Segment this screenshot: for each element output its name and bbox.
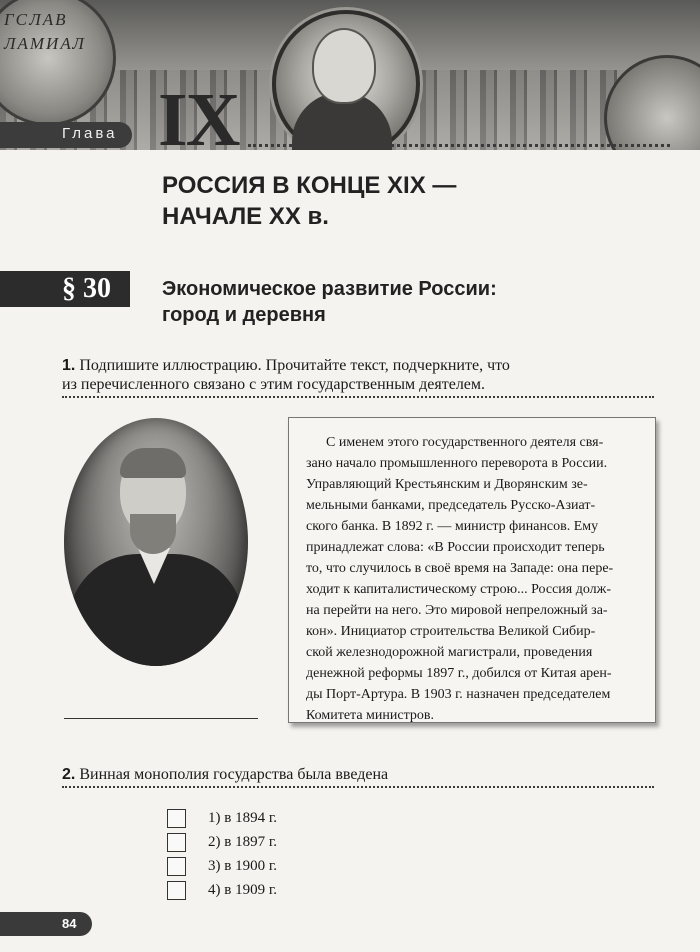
task-1-line: из перечисленного связано с этим государственным деятелем. — [62, 376, 486, 393]
task-2-divider — [62, 786, 654, 788]
coin-inscription-line: ЛАМИАЛ — [4, 34, 86, 53]
option-label: 2) в 1897 г. — [208, 833, 278, 850]
task-2-option — [167, 854, 277, 878]
biography-line: принадлежат слова: «В России происходит теперь — [306, 540, 605, 555]
coin-inscription — [4, 8, 86, 56]
paragraph-title-line: город и деревня — [162, 304, 326, 326]
biography-line: ды Порт-Артура. В 1903 г. назначен председателем — [306, 687, 611, 702]
option-label: 1) в 1894 г. — [208, 809, 278, 826]
option-label: 3) в 1900 г. — [208, 857, 278, 874]
paragraph-number: § 30 — [62, 273, 111, 304]
biography-line: Комитета министров. — [306, 708, 435, 723]
biography-line: денежной реформы 1897 г., добился от Китая арен- — [306, 666, 612, 681]
chapter-title-line: НАЧАЛЕ XX в. — [162, 203, 329, 230]
task-1-number: 1. — [62, 357, 76, 374]
portrait-hair — [120, 448, 186, 478]
task-2-question: Винная монополия государства была введена — [79, 766, 389, 783]
task-2-option — [167, 878, 277, 902]
biography-line: Управляющий Крестьянским и Дворянским зе- — [306, 477, 588, 492]
task-1-prompt — [62, 356, 662, 394]
task-2-number: 2. — [62, 766, 76, 783]
biography-line: на перейти на него. Это мировой непреложный за- — [306, 603, 608, 618]
biography-line: кон». Инициатор строительства Великой Сибир- — [306, 624, 596, 639]
chapter-label: Глава — [62, 125, 118, 142]
task-1-text: Подпишите иллюстрацию. Прочитайте текст, подчеркните, что — [79, 357, 510, 374]
task-2-option — [167, 830, 277, 854]
biography-line: зано начало промышленного переворота в России. — [306, 456, 608, 471]
paragraph-title — [162, 276, 582, 328]
chapter-divider — [248, 144, 670, 147]
task-2-prompt — [62, 765, 662, 784]
page-number: 84 — [62, 916, 77, 931]
task-2-option — [167, 806, 277, 830]
page-number-badge — [0, 912, 92, 936]
coin-inscription-line: ГСЛАВ — [4, 10, 68, 29]
answer-checkbox[interactable] — [167, 833, 186, 852]
chapter-title — [162, 170, 582, 232]
answer-checkbox[interactable] — [167, 809, 186, 828]
biography-line: ской железнодорожной магистрали, проведения — [306, 645, 593, 660]
biography-line: С именем этого государственного деятеля свя- — [326, 435, 604, 450]
chapter-title-line: РОССИЯ В КОНЦЕ XIX — — [162, 172, 457, 199]
answer-checkbox[interactable] — [167, 857, 186, 876]
portrait-caption-answer-line[interactable] — [64, 718, 258, 719]
biography-line: мельными банками, председатель Русско-Азиат- — [306, 498, 596, 513]
answer-checkbox[interactable] — [167, 881, 186, 900]
biography-line: ходит к капиталистическому строю... Россия долж- — [306, 582, 611, 597]
task-1-divider — [62, 396, 654, 398]
task-1-line — [62, 356, 662, 375]
biography-line: ского банка. В 1892 г. — министр финансов. Ему — [306, 519, 599, 534]
chapter-number: IX — [158, 78, 239, 162]
statesman-portrait — [64, 418, 248, 666]
paragraph-title-line: Экономическое развитие России: — [162, 278, 497, 300]
biography-line: то, что случилось в своё время на Западе: она пере- — [306, 561, 614, 576]
medallion-bust-head — [312, 28, 376, 104]
option-label: 4) в 1909 г. — [208, 881, 278, 898]
biography-text — [306, 432, 642, 726]
